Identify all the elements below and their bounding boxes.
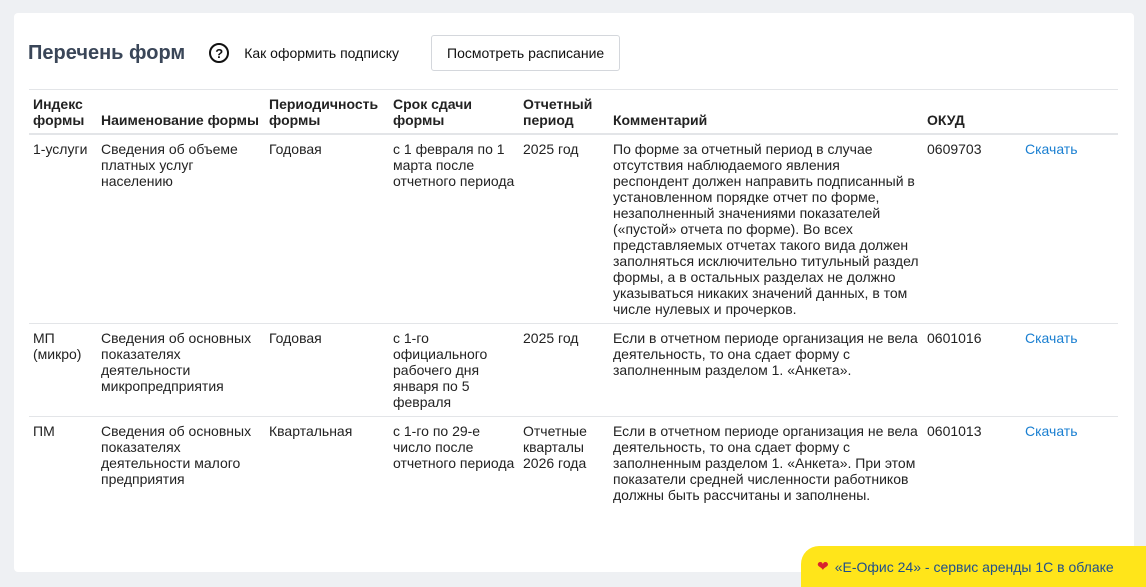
view-schedule-button[interactable]: Посмотреть расписание	[431, 35, 620, 71]
cell-period: 2025 год	[519, 324, 609, 417]
cell-deadline: с 1 февраля по 1 марта после отчетного периода	[389, 134, 519, 324]
cell-index: МП (микро)	[29, 324, 97, 417]
subscription-help-link[interactable]: Как оформить подписку	[244, 45, 400, 61]
promo-banner[interactable]	[801, 546, 1146, 587]
column-header-period: Отчетный период	[519, 90, 609, 135]
download-link[interactable]: Скачать	[1025, 141, 1078, 157]
cell-comment: По форме за отчетный период в случае отсутствия наблюдаемого явления респондент должен направить подписанный в установленном порядке отчет по форме, незаполненный значениями показателей («пустой» отчета по форме). Во всех представляемых отчетах такого вида должен заполняться исключительно титульный раздел формы, а в остальных разделах не должно указываться никаких значений данных, в том числе нулевых и прочерков.	[609, 134, 923, 324]
cell-download	[1021, 324, 1118, 417]
column-header-deadline: Срок сдачи формы	[389, 90, 519, 135]
column-header-okud: ОКУД	[923, 90, 1021, 135]
cell-periodicity: Годовая	[265, 134, 389, 324]
heart-icon: ❤	[817, 558, 829, 574]
cell-deadline: с 1-го официального рабочего дня января по 5 февраля	[389, 324, 519, 417]
column-header-download	[1021, 90, 1118, 135]
cell-name: Сведения об основных показателях деятельности микропредприятия	[97, 324, 265, 417]
cell-comment: Если в отчетном периоде организация не вела деятельность, то она сдает форму с заполненным разделом 1. «Анкета». При этом показатели средней численности работников должны быть рассчитаны и заполнены.	[613, 423, 918, 503]
table-row	[29, 324, 1118, 417]
column-header-name: Наименование формы	[97, 90, 265, 135]
download-link[interactable]: Скачать	[1025, 330, 1078, 346]
cell-okud: 0601016	[923, 324, 1021, 417]
header-bar	[28, 35, 620, 71]
table-row	[29, 134, 1118, 324]
cell-okud: 0601013	[927, 423, 982, 439]
cell-okud: 0609703	[923, 134, 1021, 324]
question-circle-icon[interactable]: ?	[209, 43, 229, 63]
cell-periodicity: Квартальная	[269, 423, 353, 439]
cell-name: Сведения об основных показателях деятельности малого предприятия	[101, 423, 252, 487]
column-header-comment: Комментарий	[609, 90, 923, 135]
column-header-index: Индекс формы	[29, 90, 97, 135]
forms-table	[29, 89, 1118, 509]
cell-deadline: с 1-го по 29-е число после отчетного периода	[393, 423, 515, 471]
forms-card	[14, 13, 1134, 572]
column-header-periodicity: Периодичность формы	[265, 90, 389, 135]
table-header-row	[29, 90, 1118, 135]
cell-download	[1021, 134, 1118, 324]
cell-comment: Если в отчетном периоде организация не вела деятельность, то она сдает форму с заполненным разделом 1. «Анкета».	[609, 324, 923, 417]
download-link[interactable]: Скачать	[1025, 423, 1078, 439]
cell-period: Отчетные кварталы 2026 года	[523, 423, 587, 471]
cell-index: ПМ	[33, 423, 55, 439]
cell-periodicity: Годовая	[265, 324, 389, 417]
cell-period: 2025 год	[519, 134, 609, 324]
cell-index: 1-услуги	[29, 134, 97, 324]
table-row	[29, 417, 1118, 510]
cell-name: Сведения об объеме платных услуг населению	[97, 134, 265, 324]
page-title: Перечень форм	[28, 41, 186, 64]
cell-download	[1021, 417, 1118, 510]
promo-text: «Е-Офис 24» - сервис аренды 1С в облаке	[834, 558, 1114, 575]
